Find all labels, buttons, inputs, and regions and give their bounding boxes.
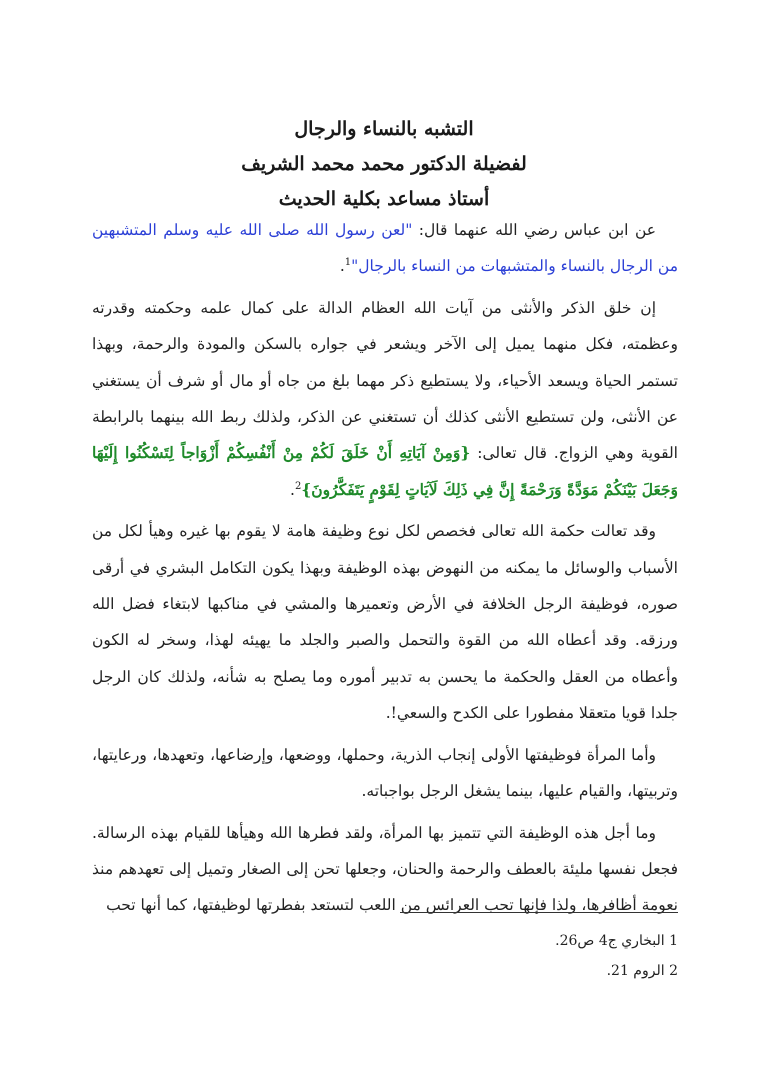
paragraph-creation: إن خلق الذكر والأنثى من آيات الله العظام الدالة على كمال علمه وحكمته وقدرته وعظمته، فكل منهما يميل إلى الآخر ويشعر في جواره بالسكن والمودة والرحمة، وبهذا تستمر الحياة ويسعد الأحياء، ولا يستطيع ذكر مهما بلغ من جاه أو مال أو شرف أن يستغني عن الأنثى، ولن تستطيع الأنثى كذلك أن تستغني عن الذكر، ولذلك ربط الله بينهما بالرابطة القوية وهي الزواج. قال تعالى: {وَمِنْ آيَاتِهِ أَنْ خَلَقَ لَكُمْ مِنْ أَنْفُسِكُمْ أَزْوَاجاً لِتَسْكُنُوا إِلَيْهَا وَجَعَلَ بَيْنَكُمْ مَوَدَّةً وَرَحْمَةً إِنَّ فِي ذَلِكَ لَآيَاتٍ لِقَوْمٍ يَتَفَكَّرُونَ}$^2$. <box>92 298 678 499</box>
hadith-intro: عن ابن عباس رضي الله عنهما قال: <box>412 221 656 239</box>
hadith-quote: "لعن رسول الله صلى الله عليه وسلم المتشبهين من الرجال بالنساء والمتشبهات من النساء بالرجال" <box>92 221 678 276</box>
paragraph-creation-text: إن خلق الذكر والأنثى من آيات الله العظام الدالة على كمال علمه وحكمته وقدرته وعظمته، فكل منهما يميل إلى الآخر ويشعر في جواره بالسكن والمودة والرحمة، وبهذا تستمر الحياة ويسعد الأحياء، ولا يستطيع ذكر مهما بلغ من جاه أو مال أو شرف أن يستغني عن الأنثى، ولن تستطيع الأنثى كذلك أن تستغني عن الذكر، ولذلك ربط الله بينهما بالرابطة القوية وهي الزواج. قال تعالى: <box>92 298 678 463</box>
body-text <box>92 212 678 924</box>
paragraph-hadith: عن ابن عباس رضي الله عنهما قال: "لعن رسول الله صلى الله عليه وسلم المتشبهين من الرجال بالنساء والمتشبهات من النساء بالرجال"$^1$. <box>92 221 678 276</box>
footnote-2: 2 الروم 21. <box>606 963 678 979</box>
author-position: أستاذ مساعد بكلية الحديث <box>278 188 490 210</box>
page-title: التشبه بالنساء والرجال <box>294 118 474 140</box>
quran-verse: {وَمِنْ آيَاتِهِ أَنْ خَلَقَ لَكُمْ مِنْ أَنْفُسِكُمْ أَزْوَاجاً لِتَسْكُنُوا إِلَيْهَا وَجَعَلَ بَيْنَكُمْ مَوَدَّةً وَرَحْمَةً إِنَّ فِي ذَلِكَ لَآيَاتٍ لِقَوْمٍ يَتَفَكَّرُونَ} <box>92 443 678 499</box>
paragraph-man-role: وقد تعالت حكمة الله تعالى فخصص لكل نوع وظيفة هامة لا يقوم بها غيره وهيأ لكل من الأسباب والوسائل ما يمكنه من النهوض بهذه الوظيفة وبهذا يكون التكامل البشري في أرقى صوره، فوظيفة الرجل الخلافة في الأرض وتعميرها والمشي في مناكبها لابتغاء فضل الله ورزقه. وقد أعطاه الله من القوة والتحمل والصبر والجلد ما يهيئه لهذا، وسخر له الكون وأعطاه من العقل والحكمة ما يحسن به تدبير أموره وما يصلح به شأنه، ولذلك كان الرجل جلدا قويا متعقلا مفطورا على الكدح والسعي!. <box>92 522 678 723</box>
footnotes <box>92 926 678 986</box>
paragraph-woman-role: وأما المرأة فوظيفتها الأولى إنجاب الذرية، وحملها، ووضعها، وإرضاعها، وتعهدها، ورعايتها، وتربيتها، والقيام عليها، بينما يشغل الرجل بواجباته. <box>92 745 678 801</box>
footnote-ref-1: 1 <box>344 257 352 269</box>
header-block <box>100 112 668 217</box>
paragraph-woman-nature: وما أجل هذه الوظيفة التي تتميز بها المرأة، ولقد فطرها الله وهيأها للقيام بهذه الرسالة. فجعل نفسها مليئة بالعطف والرحمة والحنان، وجعلها تحن إلى الصغار وتميل إلى تعهدهم منذ نعومة أظافرها، ولذا فإنها تحب العرائس من اللعب لتستعد بفطرتها لوظيفتها، كما أنها تحب <box>92 823 678 915</box>
footnote-ref-2: 2 <box>294 480 302 492</box>
author-line: لفضيلة الدكتور محمد محمد الشريف <box>241 153 527 175</box>
footnote-1: 1 البخاري ج4 ص26. <box>555 933 678 949</box>
footnote-divider <box>400 912 678 913</box>
